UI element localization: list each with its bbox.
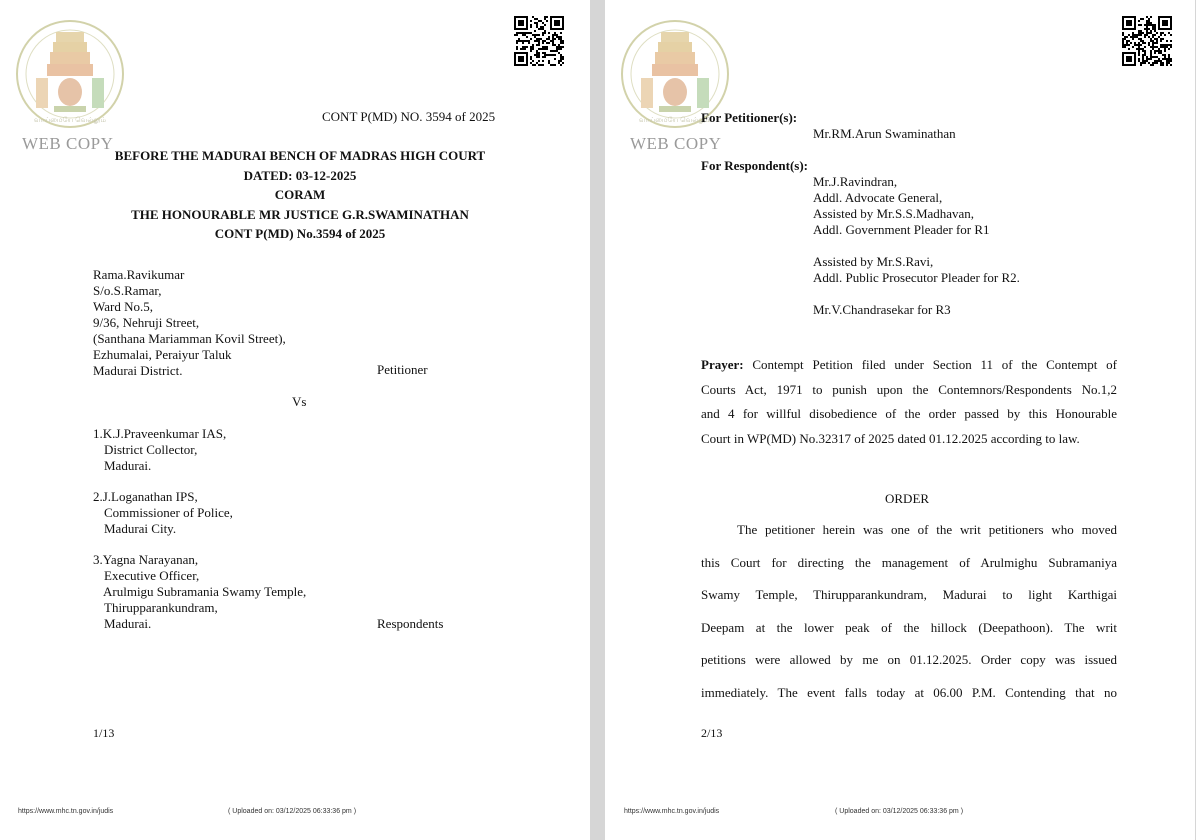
respondent-place: Madurai.: [104, 616, 152, 631]
order-line: Swamy Temple, Thirupparankundram, Madurai to light Karthigai: [701, 587, 1117, 602]
court-name: BEFORE THE MADURAI BENCH OF MADRAS HIGH COURT: [114, 148, 486, 163]
respondent-counsel-r2: [813, 254, 1020, 286]
respondent-place: Madurai.: [104, 458, 152, 473]
order-line: immediately. The event falls today at 06.00 P.M. Contending that no: [701, 684, 1117, 700]
judgment-date: DATED: 03-12-2025: [243, 167, 357, 183]
address-line: Madurai District.: [93, 363, 183, 378]
prayer-paragraph: [701, 353, 1117, 451]
respondent-office: Arulmigu Subramania Swamy Temple,: [103, 584, 307, 599]
footer-url[interactable]: https://www.mhc.tn.gov.in/judis: [18, 808, 114, 815]
respondent-place: Madurai City.: [104, 521, 177, 536]
order-title: ORDER: [885, 491, 930, 506]
footer-upload-stamp: ( Uploaded on: 03/12/2025 06:33:36 pm ): [835, 808, 964, 815]
respondent-name: 2.J.Loganathan IPS,: [93, 489, 198, 504]
coram-label: CORAM: [274, 187, 326, 202]
judge-name: THE HONOURABLE MR JUSTICE G.R.SWAMINATHAN: [131, 206, 469, 222]
address-line: 9/36, Nehruji Street,: [93, 315, 200, 330]
case-reference: CONT P(MD) NO. 3594 of 2025: [322, 109, 496, 124]
respondent-2: [93, 489, 233, 537]
prayer-line: Contempt Petition filed under Section 11 of the Contempt of: [752, 357, 1117, 372]
respondent-3: [93, 552, 306, 632]
respondent-counsel-r1: [813, 174, 990, 238]
respondent-designation: Executive Officer,: [104, 568, 200, 583]
footer-url[interactable]: https://www.mhc.tn.gov.in/judis: [624, 808, 720, 815]
case-number: CONT P(MD) No.3594 of 2025: [214, 226, 386, 241]
address-line: S/o.S.Ramar,: [93, 283, 162, 298]
petitioner-label: Petitioner: [377, 362, 428, 377]
respondent-counsel-r3: Mr.V.Chandrasekar for R3: [813, 302, 951, 317]
respondent-1: [93, 426, 226, 474]
qr-code-icon[interactable]: [514, 16, 564, 66]
counsel-line: Mr.J.Ravindran,: [813, 174, 898, 189]
prayer-line: and 4 for willful disobedience of the order passed by this Honourable: [701, 406, 1117, 421]
counsel-line: Addl. Government Pleader for R1: [813, 222, 990, 237]
document-page-1: [0, 0, 590, 840]
prayer-label: Prayer:: [701, 357, 744, 372]
address-line: Ward No.5,: [93, 299, 153, 314]
address-line: (Santhana Mariamman Kovil Street),: [93, 331, 286, 346]
counsel-line: Addl. Advocate General,: [813, 190, 943, 205]
counsel-line: Assisted by Mr.S.S.Madhavan,: [813, 206, 975, 221]
respondents-label: Respondents: [377, 616, 444, 631]
tamil-nadu-emblem-icon: [14, 18, 126, 130]
web-copy-watermark: WEB COPY: [22, 134, 114, 153]
order-line: Deepam at the lower peak of the hillock (Deepathoon). The writ: [701, 619, 1117, 635]
footer-upload-stamp: ( Uploaded on: 03/12/2025 06:33:36 pm ): [228, 808, 357, 815]
counsel-line: Assisted by Mr.S.Ravi,: [813, 254, 934, 269]
order-line: petitions were allowed by me on 01.12.2025. Order copy was issued: [701, 652, 1117, 667]
order-line: The petitioner herein was one of the writ petitioners who moved: [737, 522, 1117, 537]
prayer-line: Court in WP(MD) No.32317 of 2025 dated 01.12.2025 according to law.: [701, 430, 1080, 446]
order-paragraph: [701, 514, 1117, 709]
counsel-line: Addl. Public Prosecutor Pleader for R2.: [813, 270, 1020, 285]
respondent-name: 1.K.J.Praveenkumar IAS,: [93, 426, 227, 441]
order-line: this Court for directing the management of Arulmighu Subramaniya: [701, 554, 1117, 570]
respondent-designation: District Collector,: [104, 442, 198, 457]
versus-label: Vs: [292, 394, 307, 409]
emblem-motto: வாய்மையே வெல்லும்: [638, 116, 712, 124]
address-line: Rama.Ravikumar: [93, 267, 185, 282]
petitioner-address: [93, 267, 286, 379]
petitioner-counsel: Mr.RM.Arun Swaminathan: [813, 126, 956, 141]
for-respondent-label: For Respondent(s):: [701, 158, 809, 173]
prayer-line: Courts Act, 1971 to punish upon the Contemnors/Respondents No.1,2: [701, 381, 1117, 397]
web-copy-watermark: WEB COPY: [630, 134, 722, 153]
respondent-name: 3.Yagna Narayanan,: [93, 552, 199, 567]
address-line: Ezhumalai, Peraiyur Taluk: [93, 347, 232, 362]
emblem-motto: வாய்மையே வெல்லும்: [33, 116, 107, 124]
for-petitioner-label: For Petitioner(s):: [701, 110, 798, 125]
document-page-2: [605, 0, 1195, 840]
respondent-designation: Commissioner of Police,: [104, 505, 233, 520]
page-number: 1/13: [93, 726, 115, 740]
page-number: 2/13: [701, 726, 723, 740]
respondent-place: Thirupparankundram,: [104, 600, 218, 615]
qr-code-icon[interactable]: [1122, 16, 1172, 66]
judgment-heading: [40, 146, 560, 244]
